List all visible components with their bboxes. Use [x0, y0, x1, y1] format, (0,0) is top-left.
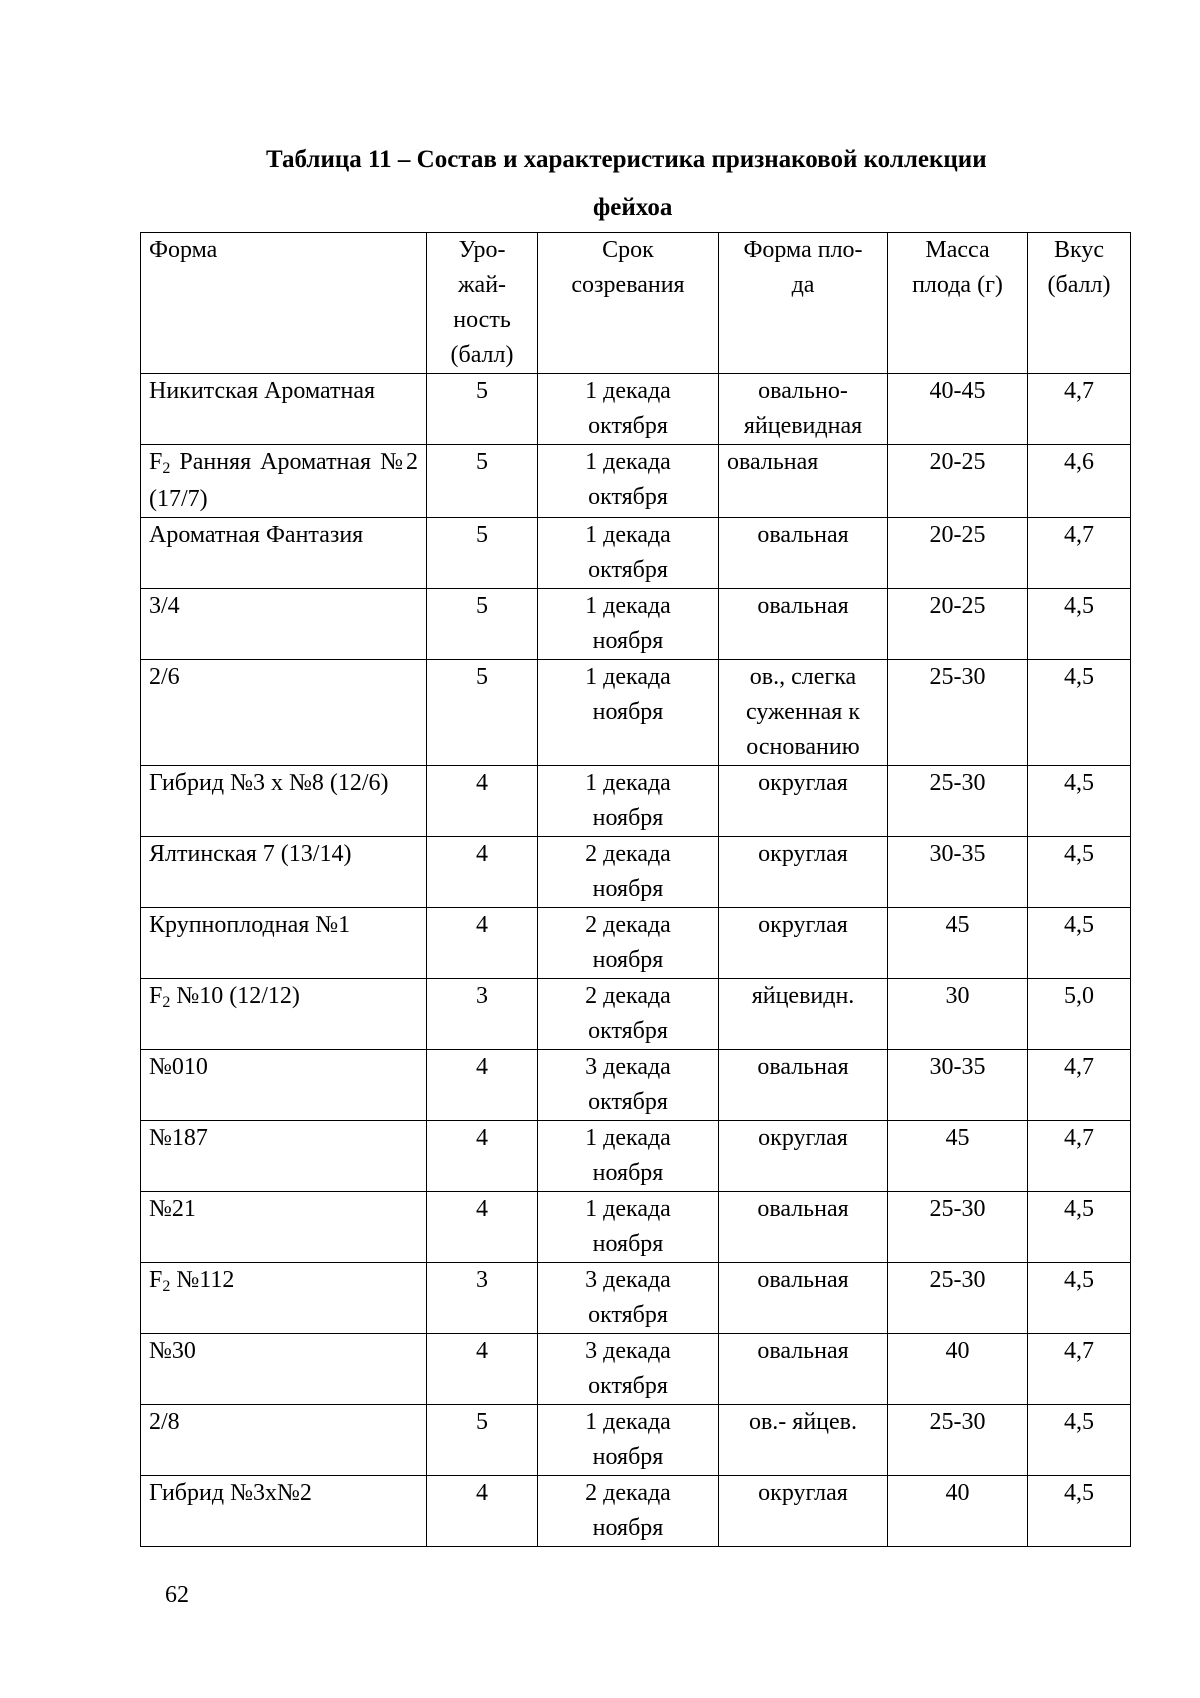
cell-fruit-shape: округлая: [719, 1476, 888, 1547]
cell-fruit-shape: округлая: [719, 908, 888, 979]
form-name: 2/6: [149, 664, 180, 690]
cell-taste: 4,7: [1028, 1121, 1131, 1192]
cell-taste: 4,5: [1028, 1476, 1131, 1547]
cell-form: [141, 1476, 427, 1547]
cell-taste: 4,7: [1028, 374, 1131, 445]
cell-form: [141, 445, 427, 518]
cell-fruit-mass: 30-35: [888, 1050, 1028, 1121]
cell-taste: 4,6: [1028, 445, 1131, 518]
table-row: [141, 766, 1131, 837]
cell-yield: 4: [427, 1050, 538, 1121]
cell-fruit-shape: ов.- яйцев.: [719, 1405, 888, 1476]
form-name: Никитская Ароматная: [149, 378, 376, 404]
cell-fruit-shape: овальная: [719, 1192, 888, 1263]
cell-yield: 3: [427, 979, 538, 1050]
form-prefix: F: [149, 1267, 163, 1293]
cell-form: [141, 979, 427, 1050]
table-row: [141, 1121, 1131, 1192]
cell-fruit-mass: 30-35: [888, 837, 1028, 908]
cell-yield: 4: [427, 837, 538, 908]
form-prefix: F: [149, 983, 163, 1009]
cell-ripening: 3 декада октября: [538, 1263, 719, 1334]
cell-yield: 3: [427, 1263, 538, 1334]
cell-taste: 4,7: [1028, 1334, 1131, 1405]
cell-form: [141, 660, 427, 766]
cell-fruit-mass: 20-25: [888, 445, 1028, 518]
cell-taste: 4,5: [1028, 766, 1131, 837]
cell-yield: 5: [427, 1405, 538, 1476]
form-name: №187: [149, 1125, 208, 1151]
cell-yield: 4: [427, 1476, 538, 1547]
form-subscript: 2: [162, 1278, 171, 1295]
table-row: [141, 1334, 1131, 1405]
feijoa-collection-table: [140, 232, 1131, 1547]
cell-fruit-shape: овальная: [719, 1050, 888, 1121]
cell-taste: 4,5: [1028, 837, 1131, 908]
cell-fruit-mass: 25-30: [888, 1192, 1028, 1263]
cell-ripening: 1 декада ноября: [538, 589, 719, 660]
cell-fruit-mass: 20-25: [888, 518, 1028, 589]
table-row: [141, 518, 1131, 589]
cell-ripening: 2 декада октября: [538, 979, 719, 1050]
cell-fruit-mass: 20-25: [888, 589, 1028, 660]
cell-yield: 5: [427, 660, 538, 766]
form-name: 3/4: [149, 593, 180, 619]
form-name: Ароматная Фантазия: [149, 522, 364, 548]
cell-yield: 4: [427, 908, 538, 979]
cell-taste: 4,5: [1028, 1192, 1131, 1263]
cell-form: [141, 908, 427, 979]
table-body: [141, 374, 1131, 1547]
cell-form: [141, 1121, 427, 1192]
cell-ripening: 3 декада октября: [538, 1334, 719, 1405]
cell-form: [141, 1263, 427, 1334]
form-name: Крупноплодная №1: [149, 912, 351, 938]
cell-fruit-mass: 30: [888, 979, 1028, 1050]
form-name: №112: [170, 1267, 235, 1293]
table-row: [141, 979, 1131, 1050]
cell-yield: 4: [427, 1192, 538, 1263]
cell-ripening: 2 декада ноября: [538, 1476, 719, 1547]
form-name: 2/8: [149, 1409, 180, 1435]
form-prefix: F: [149, 449, 163, 475]
table-row: [141, 1192, 1131, 1263]
cell-fruit-shape: ов., слегка суженная к основанию: [719, 660, 888, 766]
cell-form: [141, 1192, 427, 1263]
cell-taste: 4,5: [1028, 1263, 1131, 1334]
cell-fruit-shape: округлая: [719, 837, 888, 908]
header-ripening: Срок созревания: [538, 233, 719, 374]
cell-ripening: 1 декада ноября: [538, 660, 719, 766]
header-fruit-mass: Масса плода (г): [888, 233, 1028, 374]
cell-taste: 4,5: [1028, 1405, 1131, 1476]
cell-taste: 5,0: [1028, 979, 1131, 1050]
cell-form: [141, 1334, 427, 1405]
cell-fruit-mass: 45: [888, 1121, 1028, 1192]
cell-fruit-shape: округлая: [719, 766, 888, 837]
header-yield: Уро- жай- ность (балл): [427, 233, 538, 374]
cell-form: [141, 766, 427, 837]
form-name: Ялтинская 7 (13/14): [149, 841, 352, 867]
table-row: [141, 837, 1131, 908]
cell-ripening: 1 декада октября: [538, 445, 719, 518]
header-fruit-shape: Форма пло- да: [719, 233, 888, 374]
cell-yield: 5: [427, 518, 538, 589]
cell-fruit-mass: 40: [888, 1476, 1028, 1547]
cell-taste: 4,5: [1028, 908, 1131, 979]
cell-form: [141, 1405, 427, 1476]
header-form: Форма: [141, 233, 427, 374]
form-name: Ранняя Ароматная №2 (17/7): [149, 449, 418, 512]
cell-fruit-shape: овальная: [719, 518, 888, 589]
cell-taste: 4,5: [1028, 589, 1131, 660]
table-caption: [0, 136, 1200, 232]
cell-fruit-mass: 25-30: [888, 766, 1028, 837]
cell-fruit-mass: 25-30: [888, 1263, 1028, 1334]
cell-fruit-shape: овальная: [719, 1263, 888, 1334]
table-row: [141, 1263, 1131, 1334]
cell-fruit-mass: 40-45: [888, 374, 1028, 445]
cell-ripening: 1 декада октября: [538, 518, 719, 589]
cell-yield: 4: [427, 766, 538, 837]
cell-fruit-shape: яйцевидн.: [719, 979, 888, 1050]
cell-taste: 4,7: [1028, 518, 1131, 589]
cell-taste: 4,7: [1028, 1050, 1131, 1121]
cell-ripening: 2 декада ноября: [538, 908, 719, 979]
cell-ripening: 1 декада ноября: [538, 1405, 719, 1476]
cell-ripening: 3 декада октября: [538, 1050, 719, 1121]
table-row: [141, 589, 1131, 660]
cell-ripening: 1 декада октября: [538, 374, 719, 445]
cell-ripening: 1 декада ноября: [538, 766, 719, 837]
cell-fruit-mass: 25-30: [888, 660, 1028, 766]
table-row: [141, 1476, 1131, 1547]
table-caption-line-1: Таблица 11 – Состав и характеристика признаковой коллекции: [266, 146, 987, 173]
page-number: 62: [165, 1582, 189, 1608]
form-name: Гибрид №3 х №8 (12/6): [149, 770, 389, 796]
cell-fruit-shape: округлая: [719, 1121, 888, 1192]
table-row: [141, 374, 1131, 445]
cell-fruit-shape: овально- яйцевидная: [719, 374, 888, 445]
form-name: №30: [149, 1338, 196, 1364]
cell-ripening: 1 декада ноября: [538, 1121, 719, 1192]
form-name: №10 (12/12): [170, 983, 300, 1009]
table-header-row: [141, 233, 1131, 374]
form-subscript: 2: [162, 460, 171, 477]
cell-yield: 5: [427, 589, 538, 660]
cell-yield: 4: [427, 1334, 538, 1405]
cell-form: [141, 837, 427, 908]
form-name: №21: [149, 1196, 196, 1222]
cell-fruit-mass: 25-30: [888, 1405, 1028, 1476]
cell-form: [141, 1050, 427, 1121]
cell-fruit-mass: 45: [888, 908, 1028, 979]
form-name: Гибрид №3х№2: [149, 1480, 312, 1506]
cell-taste: 4,5: [1028, 660, 1131, 766]
form-name: №010: [149, 1054, 208, 1080]
cell-ripening: 2 декада ноября: [538, 837, 719, 908]
table-caption-line-2: фейхоа: [593, 194, 673, 221]
cell-form: [141, 589, 427, 660]
cell-fruit-shape: овальная: [719, 589, 888, 660]
header-taste: Вкус (балл): [1028, 233, 1131, 374]
table-row: [141, 1405, 1131, 1476]
cell-fruit-shape: овальная: [719, 1334, 888, 1405]
table-row: [141, 660, 1131, 766]
table-row: [141, 1050, 1131, 1121]
cell-fruit-mass: 40: [888, 1334, 1028, 1405]
form-subscript: 2: [162, 994, 171, 1011]
cell-yield: 5: [427, 374, 538, 445]
cell-form: [141, 518, 427, 589]
table-row: [141, 908, 1131, 979]
table-row: [141, 445, 1131, 518]
cell-ripening: 1 декада ноября: [538, 1192, 719, 1263]
cell-yield: 5: [427, 445, 538, 518]
cell-yield: 4: [427, 1121, 538, 1192]
cell-fruit-shape: овальная: [719, 445, 888, 518]
cell-form: [141, 374, 427, 445]
